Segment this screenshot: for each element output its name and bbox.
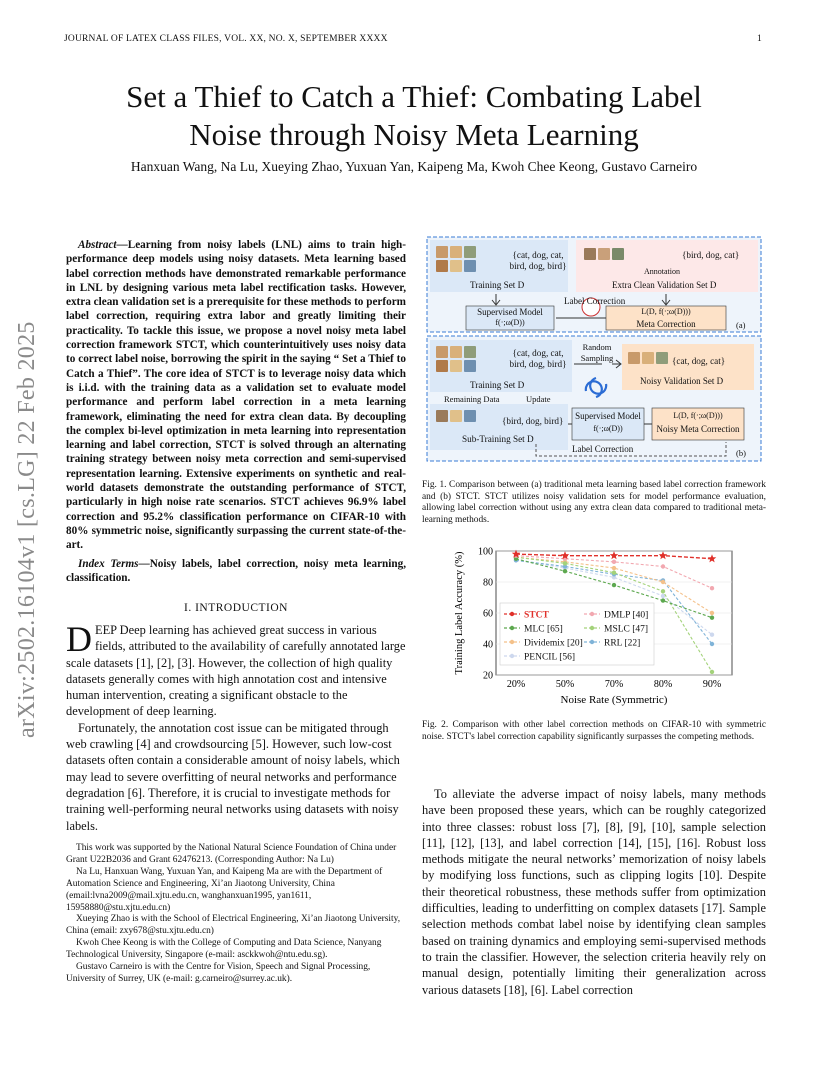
x-tick-label: 70% <box>604 679 624 690</box>
noisy-meta-func: L(D, f(·;ω(D))) <box>673 411 723 420</box>
title-line-2: Noise through Noisy Meta Learning <box>189 117 639 152</box>
data-point <box>612 571 616 575</box>
figure-1-caption: Fig. 1. Comparison between (a) traditional meta learning based label correction framework and (b) STCT. STCT utilizes noisy validation sets for model performance evaluation, allowing label correction without using any extra clean data compared to traditional meta-learning methods. <box>422 480 766 525</box>
data-point <box>710 633 714 637</box>
bird-thumbnail <box>436 410 448 422</box>
noisy-labels-b: {cat, dog, cat, bird, dog, bird} <box>509 348 567 369</box>
cat-thumbnail <box>436 246 448 258</box>
data-point <box>710 586 714 590</box>
index-terms-label: Index Terms <box>78 558 139 570</box>
cat-thumbnail <box>436 346 448 358</box>
label-correction-b: Label Correction <box>572 444 634 454</box>
legend-marker <box>510 626 514 630</box>
x-tick-label: 80% <box>653 679 673 690</box>
data-point <box>710 611 714 615</box>
cat-thumbnail <box>628 352 640 364</box>
footnote-funding: This work was supported by the National Natural Science Foundation of China under Grant U22B2036 and Grant 62476213. (Corresponding Author: Na Lu) <box>66 843 397 865</box>
cat-thumbnail <box>436 260 448 272</box>
legend-entry: DMLP [40] <box>604 610 649 621</box>
data-point <box>710 670 714 674</box>
training-set-label-b: Training Set D <box>470 380 525 390</box>
sub-train-labels: {bird, dog, bird} <box>502 416 564 426</box>
y-tick-label: 80 <box>483 577 493 589</box>
dog-thumbnail <box>450 360 462 372</box>
random-sampling-label: Random Sampling <box>580 342 614 363</box>
legend-marker <box>510 612 514 616</box>
dog-thumbnail <box>450 346 462 358</box>
dog-thumbnail <box>450 410 462 422</box>
meta-correction-label: Meta Correction <box>636 319 696 329</box>
y-axis-label: Training Label Accuracy (%) <box>454 551 465 675</box>
supervised-model-b: Supervised Model <box>575 411 641 421</box>
remaining-data-label: Remaining Data <box>444 394 500 404</box>
data-point <box>563 569 567 573</box>
meta-correction-func: L(D, f(·;ω(D))) <box>641 307 691 316</box>
footnote-affiliation-3: Kwoh Chee Keong is with the College of Computing and Data Science, Nanyang Technological University, Singapore (e-mail: asckkwoh@ntu.edu.sg). <box>66 938 382 961</box>
index-terms <box>66 557 406 586</box>
noisy-val-labels: {cat, dog, cat} <box>672 356 726 366</box>
clean-labels: {bird, dog, cat} <box>682 250 740 260</box>
introduction-body <box>66 619 406 834</box>
right-column-body: To alleviate the adverse impact of noisy labels, many methods have been proposed these years, which can be roughly categorized into three classes: robust loss [7], [8], [9], [10], sample selection [11], [12], [13], and label correction [14], [15], [16]. Robust loss methods mitigate the neural networks’ memorization of noisy labels by modifying loss functions, such as clipping logits [10]. Despite their theoretical robustness, these methods suffer from optimization difficulties, leading to underfitting on complex datasets [17]. Sample selection methods combat label noise by identifying clean samples based on training dynamics and employing semi-supervised methods to train the classifier. However, the selection criteria heavily rely on manual design, potentially limiting their generalization across various datasets [18], [6]. Label correction <box>422 787 766 997</box>
panel-tag-b: (b) <box>736 448 746 458</box>
chart-canvas <box>446 543 746 707</box>
legend-entry: MLC [65] <box>524 624 563 635</box>
legend-entry: RRL [22] <box>604 638 641 649</box>
data-point <box>710 615 714 619</box>
noisy-labels-a: {cat, dog, cat, bird, dog, bird} <box>509 250 567 271</box>
author-list: Hanxuan Wang, Na Lu, Xueying Zhao, Yuxuan Yan, Kaipeng Ma, Kwoh Chee Keong, Gustavo Carneiro <box>130 159 698 174</box>
data-point <box>661 589 665 593</box>
training-set-label-a: Training Set D <box>470 280 525 290</box>
footnote-affiliation-4: Gustavo Carneiro is with the Centre for Vision, Speech and Signal Processing, University of Surrey, UK (e-mail: g.carneiro@surrey.ac.uk). <box>66 962 371 984</box>
bird-thumbnail <box>464 246 476 258</box>
noisy-meta-correction-label: Noisy Meta Correction <box>656 424 740 434</box>
x-tick-label: 20% <box>506 679 526 690</box>
drop-cap: D <box>66 619 92 659</box>
footnote-affiliation-2: Xueying Zhao is with the School of Electrical Engineering, Xi’an Jiaotong University, China (email: zxy678@stu.xjtu.edu.cn) <box>66 914 401 937</box>
noisy-val-set-label: Noisy Validation Set D <box>640 376 724 386</box>
figure-2-chart <box>446 543 746 707</box>
abstract-text: —Learning from noisy labels (LNL) aims to train high-performance deep models using noisy datasets. Meta learning based label correction methods have demonstrated remarkable performance in LNL by designing various meta label rectification tasks. However, extra clean validation set is a prerequisite for these methods to perform label correction, requiring extra labor and greatly limiting their practicality. To tackle this issue, we propose a novel noisy meta label correction framework STCT, which counterintuitively uses noisy data to correct label noise, borrowing the spirit in the saying “ Set a Thief to Catch a Thief”. The core idea of STCT is to leverage noisy data which is i.i.d. with the training data as a validation set to evaluate model performance and perform label correction in a meta learning framework, eliminating the need for extra clean data. By decoupling the complex bi-level optimization in meta learning into representation learning and label correction, STCT is solved through an alternating training strategy between noisy meta correction and semi-supervised representation learning. Extensive experiments on synthetic and real-world datasets demonstrate the outstanding performance of STCT, particularly in high noise rate scenarios. STCT achieves 96.9% label correction and 95.2% classification performance on CIFAR-10 with 80% symmetric noise, significantly surpassing the current state-of-the-art. <box>66 239 406 552</box>
y-tick-label: 40 <box>483 639 493 651</box>
cat-thumbnail <box>436 360 448 372</box>
intro-paragraph-1: EEP Deep learning has achieved great success in various fields, attributed to the availability of carefully annotated large scale datasets [1], [2], [3]. However, the collection of high quality datasets generally comes with high annotation cost and intensive human intervention, creating a significant obstacle to the development of deep learning. <box>66 623 406 719</box>
update-label: Update <box>526 394 551 404</box>
data-point <box>661 598 665 602</box>
data-point <box>661 564 665 568</box>
data-point <box>612 583 616 587</box>
legend-entry: Dividemix [20] <box>524 638 583 649</box>
abstract-label: Abstract <box>78 239 117 251</box>
supervised-model-func-b: f(·;ω(D)) <box>593 424 623 433</box>
paper-title <box>60 78 768 154</box>
legend-entry: STCT <box>524 610 549 621</box>
figure-2-caption: Fig. 2. Comparison with other label correction methods on CIFAR-10 with symmetric noise. STCT's label correction capability significantly surpasses the competing methods. <box>422 720 766 742</box>
cat-thumbnail <box>612 248 624 260</box>
arxiv-watermark: arXiv:2502.16104v1 [cs.LG] 22 Feb 2025 <box>14 321 40 738</box>
legend-marker <box>590 640 594 644</box>
panel-tag-a: (a) <box>736 320 746 330</box>
footnotes <box>66 843 406 986</box>
y-tick-label: 60 <box>483 608 493 620</box>
legend-entry: MSLC [47] <box>604 624 649 635</box>
index-terms-text: —Noisy labels, label correction, noisy meta learning, classification. <box>66 558 406 585</box>
data-point <box>710 642 714 646</box>
data-point <box>563 561 567 565</box>
sub-training-set-label: Sub-Training Set D <box>462 434 534 444</box>
legend-entry: PENCIL [56] <box>524 652 576 663</box>
y-tick-label: 100 <box>478 546 493 558</box>
supervised-model-a: Supervised Model <box>477 307 543 317</box>
legend-marker <box>590 626 594 630</box>
bird-thumbnail <box>464 410 476 422</box>
data-point <box>661 580 665 584</box>
dog-thumbnail <box>450 246 462 258</box>
bird-thumbnail <box>464 260 476 272</box>
abstract <box>66 238 406 553</box>
dog-thumbnail <box>598 248 610 260</box>
extra-clean-set-label: Extra Clean Validation Set D <box>612 280 717 290</box>
y-tick-label: 20 <box>483 670 493 682</box>
annotation-label: Annotation <box>644 267 680 276</box>
page-number: 1 <box>757 34 762 44</box>
dog-thumbnail <box>642 352 654 364</box>
section-heading-introduction: I. INTRODUCTION <box>184 602 288 614</box>
data-point <box>612 566 616 570</box>
bird-thumbnail <box>464 360 476 372</box>
x-tick-label: 90% <box>702 679 722 690</box>
dog-thumbnail <box>450 260 462 272</box>
legend-marker <box>510 654 514 658</box>
data-point <box>612 560 616 564</box>
x-tick-label: 50% <box>555 679 575 690</box>
bird-thumbnail <box>464 346 476 358</box>
bird-thumbnail <box>584 248 596 260</box>
x-axis-label: Noise Rate (Symmetric) <box>560 694 668 706</box>
legend-marker <box>590 612 594 616</box>
intro-paragraph-2: Fortunately, the annotation cost issue can be mitigated through web crawling [4] and crowdsourcing [5]. However, such low-cost datasets often contain a considerable amount of noisy labels, which may lead to severe overfitting of neural networks and performance degradation [6]. Therefore, it is crucial to investigate methods for training well-performing neural networks using datasets with noisy labels. <box>66 720 400 833</box>
label-correction-a: Label Correction <box>564 296 626 306</box>
title-line-1: Set a Thief to Catch a Thief: Combating Label <box>126 79 702 114</box>
running-header: JOURNAL OF LATEX CLASS FILES, VOL. XX, NO. X, SEPTEMBER XXXX <box>64 34 388 44</box>
legend-marker <box>510 640 514 644</box>
footnote-affiliation-1: Na Lu, Hanxuan Wang, Yuxuan Yan, and Kaipeng Ma are with the Department of Automation Science and Engineering, Xi’an Jiaotong University, China (email:lvna2009@mail.xjtu.edu.cn, wanghanxuan1995, yan1611, 15958880@stu.xjtu.edu.cn) <box>66 866 383 913</box>
figure-1-diagram <box>426 236 762 464</box>
bird-thumbnail <box>656 352 668 364</box>
supervised-model-func-a: f(·;ω(D)) <box>495 318 525 327</box>
